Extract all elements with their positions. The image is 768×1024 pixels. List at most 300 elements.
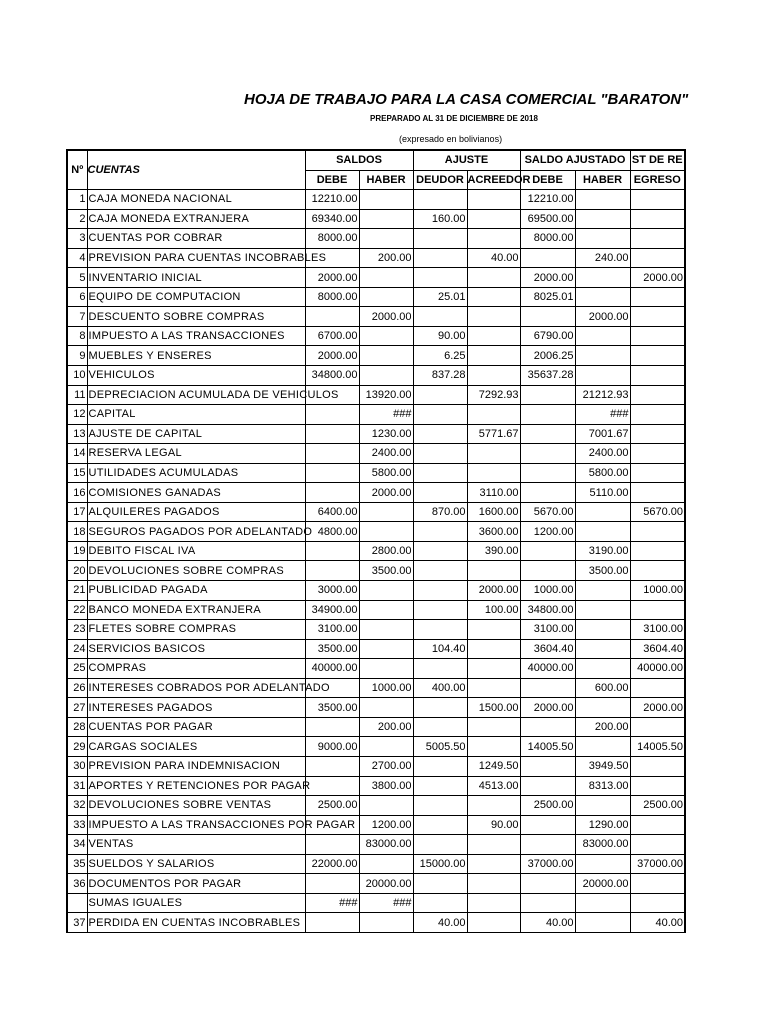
account-name-cell xyxy=(87,326,305,346)
table-row xyxy=(67,776,685,796)
account-label: DEBITO FISCAL IVA xyxy=(88,545,196,558)
saldo-haber-cell: ### xyxy=(359,893,413,913)
ajustado-debe-cell xyxy=(520,893,575,913)
ajuste-acreedor-cell xyxy=(467,268,520,288)
row-number-cell: 8 xyxy=(67,326,87,346)
saldo-haber-cell: 3500.00 xyxy=(359,561,413,581)
ajuste-deudor-cell xyxy=(413,893,467,913)
ajuste-acreedor-cell: 390.00 xyxy=(467,541,520,561)
ajustado-haber-cell xyxy=(575,913,630,933)
account-name-cell xyxy=(87,776,311,796)
table-row xyxy=(67,190,685,210)
row-number-cell: 11 xyxy=(67,385,87,405)
saldo-haber-cell: 200.00 xyxy=(359,717,413,737)
account-name-cell xyxy=(87,561,305,581)
account-name-cell xyxy=(87,698,305,718)
ajustado-haber-cell: 5110.00 xyxy=(575,483,630,503)
ajuste-deudor-cell xyxy=(413,717,467,737)
ajustado-haber-cell xyxy=(575,737,630,757)
ajuste-acreedor-cell xyxy=(467,639,520,659)
row-number-cell: 19 xyxy=(67,541,87,561)
ajustado-debe-cell xyxy=(520,815,575,835)
egreso-cell xyxy=(630,522,685,542)
ajustado-haber-cell xyxy=(575,620,630,640)
ajustado-haber-cell xyxy=(575,698,630,718)
ajuste-acreedor-cell: 90.00 xyxy=(467,815,520,835)
saldo-debe-cell: 2000.00 xyxy=(305,346,359,366)
row-number-cell: 4 xyxy=(67,248,87,268)
ajustado-debe-cell: 2006.25 xyxy=(520,346,575,366)
ajustado-haber-cell: 2400.00 xyxy=(575,444,630,464)
ajustado-haber-cell xyxy=(575,854,630,874)
ajustado-haber-cell: 8313.00 xyxy=(575,776,630,796)
account-name-cell xyxy=(87,190,305,210)
table-row xyxy=(67,835,685,855)
ajuste-deudor-cell xyxy=(413,756,467,776)
table-row xyxy=(67,796,685,816)
saldo-haber-cell: 83000.00 xyxy=(359,835,413,855)
egreso-cell xyxy=(630,346,685,366)
account-label: INVENTARIO INICIAL xyxy=(88,271,202,284)
account-label: IMPUESTO A LAS TRANSACCIONES xyxy=(88,330,285,343)
saldo-haber-cell: 1000.00 xyxy=(359,678,413,698)
account-label: AJUSTE DE CAPITAL xyxy=(88,427,203,440)
account-name-cell xyxy=(87,893,305,913)
row-number-cell: 9 xyxy=(67,346,87,366)
account-name-cell xyxy=(87,854,305,874)
column-header-deudor: DEUDOR xyxy=(413,170,467,190)
ajuste-deudor-cell: 40.00 xyxy=(413,913,467,933)
egreso-cell xyxy=(630,229,685,249)
account-name-cell xyxy=(87,209,305,229)
account-name-cell xyxy=(87,737,305,757)
column-header-acreedor: ACREEDOR xyxy=(467,170,520,190)
account-label: PREVISION PARA INDEMNISACION xyxy=(88,760,281,773)
table-row xyxy=(67,268,685,288)
table-row xyxy=(67,307,685,327)
header-row-groups xyxy=(67,150,685,170)
account-name-cell xyxy=(87,835,305,855)
ajuste-deudor-cell xyxy=(413,835,467,855)
ajustado-haber-cell xyxy=(575,229,630,249)
ajustado-debe-cell xyxy=(520,776,575,796)
row-number-cell: 37 xyxy=(67,913,87,933)
egreso-cell: 3100.00 xyxy=(630,620,685,640)
ajustado-haber-cell xyxy=(575,600,630,620)
ajuste-deudor-cell: 90.00 xyxy=(413,326,467,346)
table-row xyxy=(67,541,685,561)
saldo-debe-cell: 3000.00 xyxy=(305,581,359,601)
table-row xyxy=(67,893,685,913)
saldo-haber-cell xyxy=(359,913,413,933)
egreso-cell: 37000.00 xyxy=(630,854,685,874)
row-number-cell: 33 xyxy=(67,815,87,835)
account-name-cell xyxy=(87,463,305,483)
saldo-debe-cell: 34900.00 xyxy=(305,600,359,620)
account-label: PERDIDA EN CUENTAS INCOBRABLES xyxy=(88,916,301,929)
account-label: UTILIDADES ACUMULADAS xyxy=(88,467,239,480)
table-row xyxy=(67,913,685,933)
ajustado-debe-cell: 14005.50 xyxy=(520,737,575,757)
ajuste-acreedor-cell xyxy=(467,561,520,581)
ajuste-acreedor-cell: 1249.50 xyxy=(467,756,520,776)
saldo-haber-cell xyxy=(359,600,413,620)
ajustado-haber-cell: 83000.00 xyxy=(575,835,630,855)
account-name-cell xyxy=(87,444,305,464)
saldo-debe-cell: 9000.00 xyxy=(305,737,359,757)
ajustado-haber-cell: 21212.93 xyxy=(575,385,630,405)
egreso-cell xyxy=(630,248,685,268)
saldo-debe-cell: 2500.00 xyxy=(305,796,359,816)
prepared-date: PREPARADO AL 31 DE DICIEMBRE DE 2018 xyxy=(370,114,538,123)
account-name-cell xyxy=(87,659,305,679)
ajuste-deudor-cell xyxy=(413,268,467,288)
saldo-debe-cell: ### xyxy=(305,893,359,913)
saldo-haber-cell xyxy=(359,268,413,288)
ajuste-deudor-cell: 6.25 xyxy=(413,346,467,366)
table-row xyxy=(67,366,685,386)
ajuste-acreedor-cell: 1500.00 xyxy=(467,698,520,718)
table-row xyxy=(67,502,685,522)
account-name-cell xyxy=(87,424,305,444)
saldo-haber-cell: 13920.00 xyxy=(359,385,413,405)
table-row xyxy=(67,346,685,366)
table-row xyxy=(67,756,685,776)
table-row xyxy=(67,229,685,249)
saldo-haber-cell xyxy=(359,326,413,346)
egreso-cell xyxy=(630,385,685,405)
ajuste-acreedor-cell xyxy=(467,190,520,210)
ajustado-haber-cell: 5800.00 xyxy=(575,463,630,483)
ajuste-acreedor-cell xyxy=(467,796,520,816)
account-label: PUBLICIDAD PAGADA xyxy=(88,584,208,597)
row-number-cell: 7 xyxy=(67,307,87,327)
table-row xyxy=(67,600,685,620)
account-label: INTERESES PAGADOS xyxy=(88,701,213,714)
ajustado-debe-cell xyxy=(520,874,575,894)
saldo-debe-cell: 8000.00 xyxy=(305,287,359,307)
ajuste-acreedor-cell xyxy=(467,346,520,366)
saldo-debe-cell: 40000.00 xyxy=(305,659,359,679)
egreso-cell xyxy=(630,307,685,327)
column-header-debe-ajustado: DEBE xyxy=(520,170,575,190)
account-name-cell xyxy=(87,307,305,327)
account-name-cell xyxy=(87,385,339,405)
ajustado-debe-cell xyxy=(520,248,575,268)
ajuste-deudor-cell xyxy=(413,600,467,620)
ajustado-debe-cell xyxy=(520,541,575,561)
ajuste-deudor-cell xyxy=(413,698,467,718)
ajustado-debe-cell xyxy=(520,717,575,737)
saldo-haber-cell: 3800.00 xyxy=(359,776,413,796)
ajuste-acreedor-cell xyxy=(467,405,520,425)
table-row xyxy=(67,385,685,405)
egreso-cell xyxy=(630,541,685,561)
ajustado-debe-cell: 40.00 xyxy=(520,913,575,933)
ajustado-debe-cell xyxy=(520,424,575,444)
account-name-cell xyxy=(87,600,305,620)
ajuste-acreedor-cell xyxy=(467,287,520,307)
account-name-cell xyxy=(87,756,305,776)
account-label: CAJA MONEDA NACIONAL xyxy=(88,193,233,206)
ajustado-debe-cell: 2000.00 xyxy=(520,698,575,718)
ajuste-deudor-cell xyxy=(413,815,467,835)
account-label: CUENTAS POR COBRAR xyxy=(88,232,223,245)
table-row xyxy=(67,737,685,757)
row-number-cell: 29 xyxy=(67,737,87,757)
table-row xyxy=(67,620,685,640)
account-label: MUEBLES Y ENSERES xyxy=(88,349,212,362)
saldo-debe-cell xyxy=(305,756,359,776)
ajustado-debe-cell: 3100.00 xyxy=(520,620,575,640)
ajustado-haber-cell xyxy=(575,502,630,522)
ajuste-deudor-cell xyxy=(413,405,467,425)
table-row xyxy=(67,561,685,581)
ajuste-deudor-cell xyxy=(413,483,467,503)
account-label: DOCUMENTOS POR PAGAR xyxy=(88,877,242,890)
ajuste-deudor-cell: 15000.00 xyxy=(413,854,467,874)
saldo-haber-cell: 2700.00 xyxy=(359,756,413,776)
account-label: VENTAS xyxy=(88,838,134,851)
ajustado-haber-cell: 1290.00 xyxy=(575,815,630,835)
ajustado-haber-cell: 2000.00 xyxy=(575,307,630,327)
ajuste-acreedor-cell xyxy=(467,717,520,737)
worksheet-body xyxy=(67,190,685,933)
ajustado-haber-cell xyxy=(575,659,630,679)
egreso-cell: 2500.00 xyxy=(630,796,685,816)
table-row xyxy=(67,287,685,307)
saldo-haber-cell xyxy=(359,502,413,522)
table-row xyxy=(67,522,685,542)
row-number-cell: 22 xyxy=(67,600,87,620)
ajustado-haber-cell: 200.00 xyxy=(575,717,630,737)
row-number-cell: 30 xyxy=(67,756,87,776)
egreso-cell xyxy=(630,815,685,835)
column-header-accounts: CUENTAS xyxy=(87,150,305,190)
saldo-debe-cell: 6400.00 xyxy=(305,502,359,522)
account-label: CUENTAS POR PAGAR xyxy=(88,721,213,734)
ajustado-debe-cell: 2000.00 xyxy=(520,268,575,288)
ajuste-acreedor-cell: 5771.67 xyxy=(467,424,520,444)
saldo-debe-cell xyxy=(305,776,359,796)
row-number-cell: 17 xyxy=(67,502,87,522)
ajuste-acreedor-cell xyxy=(467,854,520,874)
account-label: DEVOLUCIONES SOBRE VENTAS xyxy=(88,799,272,812)
account-name-cell xyxy=(87,581,305,601)
ajuste-acreedor-cell xyxy=(467,737,520,757)
row-number-cell: 36 xyxy=(67,874,87,894)
saldo-debe-cell: 69340.00 xyxy=(305,209,359,229)
ajustado-debe-cell: 8000.00 xyxy=(520,229,575,249)
ajustado-debe-cell: 69500.00 xyxy=(520,209,575,229)
saldo-debe-cell: 3500.00 xyxy=(305,639,359,659)
ajustado-haber-cell xyxy=(575,268,630,288)
ajuste-acreedor-cell xyxy=(467,229,520,249)
column-group-ajuste: AJUSTE xyxy=(413,150,520,170)
ajustado-debe-cell xyxy=(520,561,575,581)
ajuste-deudor-cell xyxy=(413,385,467,405)
egreso-cell xyxy=(630,756,685,776)
ajustado-haber-cell: 20000.00 xyxy=(575,874,630,894)
table-row xyxy=(67,815,685,835)
ajustado-haber-cell xyxy=(575,639,630,659)
ajustado-debe-cell xyxy=(520,835,575,855)
ajustado-debe-cell: 5670.00 xyxy=(520,502,575,522)
saldo-haber-cell: 1200.00 xyxy=(359,815,413,835)
ajustado-debe-cell: 34800.00 xyxy=(520,600,575,620)
ajuste-deudor-cell: 5005.50 xyxy=(413,737,467,757)
row-number-cell: 15 xyxy=(67,463,87,483)
saldo-haber-cell xyxy=(359,522,413,542)
ajustado-debe-cell: 1000.00 xyxy=(520,581,575,601)
account-name-cell xyxy=(87,717,305,737)
ajuste-acreedor-cell xyxy=(467,326,520,346)
saldo-haber-cell: 2000.00 xyxy=(359,307,413,327)
account-name-cell xyxy=(87,874,305,894)
saldo-haber-cell: 20000.00 xyxy=(359,874,413,894)
ajuste-deudor-cell xyxy=(413,248,467,268)
table-row xyxy=(67,248,685,268)
account-name-cell xyxy=(87,268,305,288)
row-number-cell: 24 xyxy=(67,639,87,659)
ajustado-debe-cell: 3604.40 xyxy=(520,639,575,659)
row-number-cell: 14 xyxy=(67,444,87,464)
egreso-cell xyxy=(630,835,685,855)
column-group-saldos: SALDOS xyxy=(305,150,413,170)
egreso-cell xyxy=(630,424,685,444)
ajustado-haber-cell: ### xyxy=(575,405,630,425)
saldo-debe-cell: 2000.00 xyxy=(305,268,359,288)
account-name-cell xyxy=(87,815,356,835)
ajuste-acreedor-cell xyxy=(467,874,520,894)
ajustado-debe-cell xyxy=(520,756,575,776)
row-number-cell: 23 xyxy=(67,620,87,640)
egreso-cell: 14005.50 xyxy=(630,737,685,757)
ajuste-deudor-cell xyxy=(413,444,467,464)
ajuste-acreedor-cell: 3600.00 xyxy=(467,522,520,542)
saldo-debe-cell: 12210.00 xyxy=(305,190,359,210)
ajuste-acreedor-cell xyxy=(467,444,520,464)
ajustado-debe-cell: 37000.00 xyxy=(520,854,575,874)
account-label: BANCO MONEDA EXTRANJERA xyxy=(88,603,262,616)
egreso-cell xyxy=(630,463,685,483)
row-number-cell: 34 xyxy=(67,835,87,855)
ajuste-deudor-cell xyxy=(413,190,467,210)
ajuste-deudor-cell xyxy=(413,561,467,581)
egreso-cell xyxy=(630,600,685,620)
row-number-cell: 2 xyxy=(67,209,87,229)
ajustado-haber-cell xyxy=(575,893,630,913)
egreso-cell xyxy=(630,483,685,503)
saldo-haber-cell xyxy=(359,737,413,757)
ajuste-acreedor-cell: 2000.00 xyxy=(467,581,520,601)
ajustado-debe-cell xyxy=(520,444,575,464)
ajustado-haber-cell xyxy=(575,522,630,542)
account-label: CAJA MONEDA EXTRANJERA xyxy=(88,212,250,225)
saldo-debe-cell xyxy=(305,835,359,855)
ajuste-acreedor-cell: 100.00 xyxy=(467,600,520,620)
account-label: COMPRAS xyxy=(88,662,147,675)
egreso-cell: 2000.00 xyxy=(630,268,685,288)
row-number-cell: 12 xyxy=(67,405,87,425)
ajustado-haber-cell xyxy=(575,287,630,307)
account-label: APORTES Y RETENCIONES POR PAGAR xyxy=(88,779,311,792)
ajuste-deudor-cell xyxy=(413,541,467,561)
account-label: SUELDOS Y SALARIOS xyxy=(88,857,215,870)
ajuste-deudor-cell xyxy=(413,796,467,816)
row-number-cell: 13 xyxy=(67,424,87,444)
ajustado-debe-cell xyxy=(520,463,575,483)
ajustado-haber-cell: 600.00 xyxy=(575,678,630,698)
account-name-cell xyxy=(87,522,313,542)
egreso-cell xyxy=(630,405,685,425)
table-row xyxy=(67,424,685,444)
saldo-haber-cell xyxy=(359,698,413,718)
ajustado-haber-cell: 3500.00 xyxy=(575,561,630,581)
row-number-cell: 35 xyxy=(67,854,87,874)
saldo-haber-cell: 200.00 xyxy=(359,248,413,268)
egreso-cell xyxy=(630,444,685,464)
ajuste-acreedor-cell xyxy=(467,307,520,327)
table-row xyxy=(67,874,685,894)
egreso-cell xyxy=(630,287,685,307)
row-number-cell: 28 xyxy=(67,717,87,737)
row-number-cell: 32 xyxy=(67,796,87,816)
row-number-cell: 5 xyxy=(67,268,87,288)
saldo-haber-cell: 2800.00 xyxy=(359,541,413,561)
egreso-cell xyxy=(630,678,685,698)
account-name-cell xyxy=(87,620,305,640)
ajuste-deudor-cell xyxy=(413,620,467,640)
saldo-debe-cell xyxy=(305,463,359,483)
saldo-haber-cell xyxy=(359,346,413,366)
account-label: DEVOLUCIONES SOBRE COMPRAS xyxy=(88,564,284,577)
account-name-cell xyxy=(87,913,305,933)
saldo-haber-cell xyxy=(359,209,413,229)
ajustado-haber-cell xyxy=(575,581,630,601)
account-label: DEPRECIACION ACUMULADA DE VEHICULOS xyxy=(88,388,339,401)
ajustado-debe-cell: 12210.00 xyxy=(520,190,575,210)
saldo-debe-cell: 4800.00 xyxy=(305,522,359,542)
row-number-cell: 3 xyxy=(67,229,87,249)
ajuste-acreedor-cell xyxy=(467,209,520,229)
account-name-cell xyxy=(87,483,305,503)
column-group-saldo-ajustado: SALDO AJUSTADO xyxy=(520,150,630,170)
saldo-haber-cell xyxy=(359,190,413,210)
table-row xyxy=(67,659,685,679)
egreso-cell: 5670.00 xyxy=(630,502,685,522)
ajuste-deudor-cell: 870.00 xyxy=(413,502,467,522)
account-label: FLETES SOBRE COMPRAS xyxy=(88,623,237,636)
ajustado-haber-cell xyxy=(575,209,630,229)
table-row xyxy=(67,698,685,718)
table-row xyxy=(67,405,685,425)
ajuste-acreedor-cell: 4513.00 xyxy=(467,776,520,796)
account-name-cell xyxy=(87,639,305,659)
account-name-cell xyxy=(87,229,305,249)
account-label: VEHICULOS xyxy=(88,369,155,382)
row-number-cell: 20 xyxy=(67,561,87,581)
row-number-cell: 21 xyxy=(67,581,87,601)
egreso-cell xyxy=(630,326,685,346)
ajustado-haber-cell xyxy=(575,366,630,386)
egreso-cell xyxy=(630,893,685,913)
saldo-haber-cell xyxy=(359,796,413,816)
saldo-debe-cell: 6700.00 xyxy=(305,326,359,346)
saldo-haber-cell: 2400.00 xyxy=(359,444,413,464)
ajuste-deudor-cell: 160.00 xyxy=(413,209,467,229)
egreso-cell: 40.00 xyxy=(630,913,685,933)
